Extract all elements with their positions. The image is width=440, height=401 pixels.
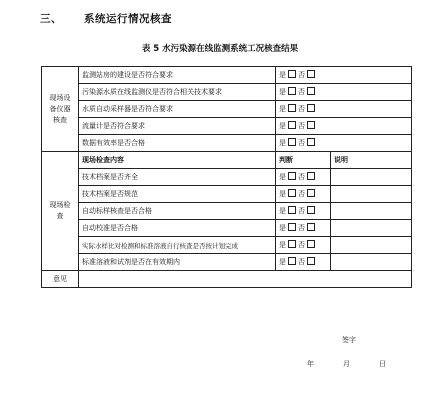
notes-cell[interactable] — [331, 220, 412, 237]
notes-cell[interactable] — [331, 186, 412, 203]
year-label: 年 — [307, 360, 314, 368]
yes-checkbox[interactable] — [288, 240, 296, 248]
yes-checkbox[interactable] — [288, 138, 296, 146]
no-checkbox[interactable] — [307, 257, 315, 265]
table-row — [42, 186, 412, 203]
yes-no-choice: 是 否 — [276, 169, 331, 186]
category-opinion: 意见 — [42, 271, 79, 288]
onsite-item: 实际水样比对检测和标准溶液自行核查是否按计划完成 — [79, 237, 276, 254]
yes-no-choice: 是 否 — [276, 203, 331, 220]
category-onsite: 现场检查 — [42, 152, 79, 271]
no-checkbox[interactable] — [307, 172, 315, 180]
table-row — [42, 101, 412, 118]
no-checkbox[interactable] — [307, 70, 315, 78]
column-header-judgment: 判断 — [276, 152, 331, 169]
no-checkbox[interactable] — [307, 240, 315, 248]
no-checkbox[interactable] — [307, 87, 315, 95]
yes-no-choice: 是 否 — [276, 237, 331, 254]
yes-no-choice: 是 否 — [276, 220, 331, 237]
table-row — [42, 84, 412, 101]
yes-no-choice: 是 否 — [276, 186, 331, 203]
section-title: 系统运行情况核查 — [84, 13, 172, 25]
table-row — [42, 237, 412, 254]
equipment-item: 数据有效率是否合格 — [79, 135, 276, 152]
opinion-row — [42, 271, 412, 288]
equipment-item: 水质自动采样器是否符合要求 — [79, 101, 276, 118]
yes-checkbox[interactable] — [288, 87, 296, 95]
equipment-item: 监测站房的建设是否符合要求 — [79, 67, 276, 84]
onsite-header-row — [42, 152, 412, 169]
yes-no-choice: 是 否 — [276, 67, 412, 84]
equipment-item: 流量计是否符合要求 — [79, 118, 276, 135]
onsite-item: 技术档案是否规范 — [79, 186, 276, 203]
table-row — [42, 203, 412, 220]
no-checkbox[interactable] — [307, 223, 315, 231]
onsite-item: 技术档案是否齐全 — [79, 169, 276, 186]
yes-checkbox[interactable] — [288, 70, 296, 78]
yes-checkbox[interactable] — [288, 189, 296, 197]
notes-cell[interactable] — [331, 203, 412, 220]
notes-cell[interactable] — [331, 254, 412, 271]
section-number: 三、 — [40, 13, 62, 25]
table-row — [42, 254, 412, 271]
category-equipment: 现场设备仪器核查 — [42, 67, 79, 152]
onsite-item: 自动校准是否合格 — [79, 220, 276, 237]
notes-cell[interactable] — [331, 169, 412, 186]
yes-checkbox[interactable] — [288, 223, 296, 231]
opinion-field[interactable] — [79, 271, 412, 368]
table-row — [42, 220, 412, 237]
yes-no-choice: 是 否 — [276, 254, 331, 271]
table-row — [42, 169, 412, 186]
no-checkbox[interactable] — [307, 189, 315, 197]
yes-checkbox[interactable] — [288, 121, 296, 129]
yes-checkbox[interactable] — [288, 104, 296, 112]
no-checkbox[interactable] — [307, 206, 315, 214]
onsite-item: 自动标样核查是否合格 — [79, 203, 276, 220]
yes-checkbox[interactable] — [288, 206, 296, 214]
table-row — [42, 135, 412, 152]
no-checkbox[interactable] — [307, 138, 315, 146]
date-line — [307, 359, 415, 369]
column-header-content: 现场检查内容 — [79, 152, 276, 169]
signature-label: 签字 — [342, 336, 356, 344]
table-row — [42, 118, 412, 135]
day-label: 日 — [379, 360, 386, 368]
no-checkbox[interactable] — [307, 104, 315, 112]
column-header-notes: 说明 — [331, 152, 412, 169]
no-checkbox[interactable] — [307, 121, 315, 129]
yes-no-choice: 是 否 — [276, 118, 412, 135]
yes-checkbox[interactable] — [288, 257, 296, 265]
inspection-table — [41, 66, 412, 368]
yes-no-choice: 是 否 — [276, 135, 412, 152]
equipment-item: 污染源水质在线监测仪是否符合相关技术要求 — [79, 84, 276, 101]
table-row — [42, 67, 412, 84]
section-heading — [40, 11, 172, 26]
notes-cell[interactable] — [331, 237, 412, 254]
yes-no-choice: 是 否 — [276, 84, 412, 101]
month-label: 月 — [343, 360, 350, 368]
onsite-item: 标准溶液和试剂是否在有效期内 — [79, 254, 276, 271]
yes-checkbox[interactable] — [288, 172, 296, 180]
table-caption: 表 5 水污染源在线监测系统工况核查结果 — [141, 44, 299, 54]
yes-no-choice: 是 否 — [276, 101, 412, 118]
